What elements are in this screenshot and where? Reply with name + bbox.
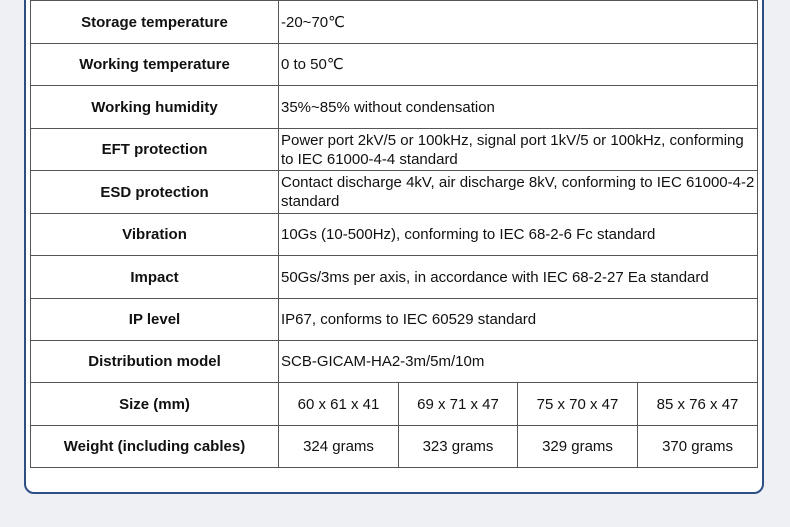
row-label: ESD protection [31,171,279,214]
row-label: IP level [31,299,279,341]
row-label: Distribution model [31,341,279,383]
table-row [31,214,758,256]
table-row [31,129,758,171]
table-row [31,86,758,129]
size-value: 69 x 71 x 47 [399,383,518,426]
size-label: Size (mm) [31,383,279,426]
table-row [31,171,758,214]
row-value: 50Gs/3ms per axis, in accordance with IEC 68-2-27 Ea standard [279,256,758,299]
table-row [31,256,758,299]
spec-table [30,0,758,468]
row-value: Contact discharge 4kV, air discharge 8kV, conforming to IEC 61000-4-2 standard [279,171,758,214]
table-row [31,341,758,383]
row-value: -20~70℃ [279,1,758,44]
row-value: 10Gs (10-500Hz), conforming to IEC 68-2-6 Fc standard [279,214,758,256]
table-row [31,383,758,426]
table-row [31,426,758,468]
size-value: 60 x 61 x 41 [279,383,399,426]
row-label: Storage temperature [31,1,279,44]
table-row [31,299,758,341]
table-row [31,44,758,86]
weight-label: Weight (including cables) [31,426,279,468]
row-value: IP67, conforms to IEC 60529 standard [279,299,758,341]
weight-value: 323 grams [399,426,518,468]
row-value: SCB-GICAM-HA2-3m/5m/10m [279,341,758,383]
weight-value: 329 grams [518,426,638,468]
row-label: Working temperature [31,44,279,86]
row-label: Working humidity [31,86,279,129]
row-label: EFT protection [31,129,279,171]
weight-value: 324 grams [279,426,399,468]
row-value: 0 to 50℃ [279,44,758,86]
row-value: Power port 2kV/5 or 100kHz, signal port 1kV/5 or 100kHz, conforming to IEC 61000-4-4 standard [279,129,758,171]
size-value: 75 x 70 x 47 [518,383,638,426]
table-row [31,1,758,44]
row-value: 35%~85% without condensation [279,86,758,129]
row-label: Vibration [31,214,279,256]
weight-value: 370 grams [638,426,758,468]
size-value: 85 x 76 x 47 [638,383,758,426]
row-label: Impact [31,256,279,299]
